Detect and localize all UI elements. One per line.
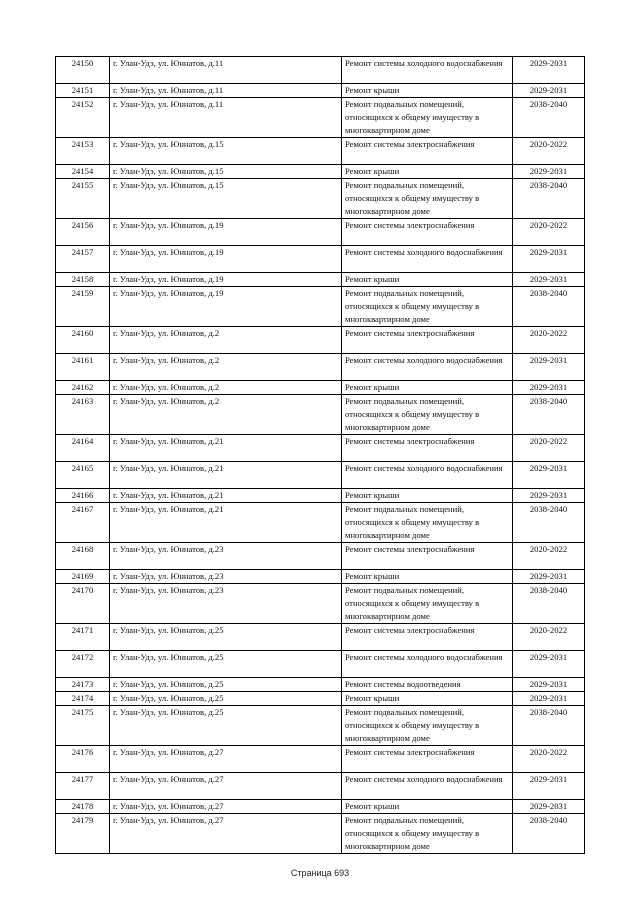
period-cell: 2038-2040 [513, 814, 585, 854]
period-cell: 2038-2040 [513, 503, 585, 543]
table-row [56, 395, 585, 435]
table-row [56, 570, 585, 584]
period-cell: 2029-2031 [513, 489, 585, 503]
address-cell: г. Улан-Удэ, ул. Юннатов, д.25 [110, 624, 342, 651]
table-row [56, 287, 585, 327]
address-cell: г. Улан-Удэ, ул. Юннатов, д.25 [110, 651, 342, 678]
period-cell: 2029-2031 [513, 462, 585, 489]
row-number-cell: 24179 [56, 814, 110, 854]
row-number-cell: 24175 [56, 706, 110, 746]
work-type-cell: Ремонт крыши [342, 489, 513, 503]
address-cell: г. Улан-Удэ, ул. Юннатов, д.25 [110, 692, 342, 706]
work-type-cell: Ремонт системы холодного водоснабжения [342, 246, 513, 273]
work-type-cell: Ремонт системы водоотведения [342, 678, 513, 692]
row-number-cell: 24159 [56, 287, 110, 327]
table-row [56, 435, 585, 462]
address-cell: г. Улан-Удэ, ул. Юннатов, д.27 [110, 814, 342, 854]
address-cell: г. Улан-Удэ, ул. Юннатов, д.11 [110, 98, 342, 138]
address-cell: г. Улан-Удэ, ул. Юннатов, д.11 [110, 84, 342, 98]
period-cell: 2038-2040 [513, 98, 585, 138]
address-cell: г. Улан-Удэ, ул. Юннатов, д.25 [110, 706, 342, 746]
table-row [56, 814, 585, 854]
table-row [56, 219, 585, 246]
row-number-cell: 24156 [56, 219, 110, 246]
address-cell: г. Улан-Удэ, ул. Юннатов, д.21 [110, 435, 342, 462]
address-cell: г. Улан-Удэ, ул. Юннатов, д.23 [110, 570, 342, 584]
row-number-cell: 24177 [56, 773, 110, 800]
period-cell: 2029-2031 [513, 678, 585, 692]
table-row [56, 503, 585, 543]
work-type-cell: Ремонт системы электроснабжения [342, 219, 513, 246]
period-cell: 2029-2031 [513, 570, 585, 584]
address-cell: г. Улан-Удэ, ул. Юннатов, д.2 [110, 354, 342, 381]
address-cell: г. Улан-Удэ, ул. Юннатов, д.19 [110, 246, 342, 273]
row-number-cell: 24161 [56, 354, 110, 381]
period-cell: 2029-2031 [513, 354, 585, 381]
address-cell: г. Улан-Удэ, ул. Юннатов, д.15 [110, 138, 342, 165]
period-cell: 2038-2040 [513, 395, 585, 435]
address-cell: г. Улан-Удэ, ул. Юннатов, д.19 [110, 219, 342, 246]
address-cell: г. Улан-Удэ, ул. Юннатов, д.19 [110, 273, 342, 287]
row-number-cell: 24167 [56, 503, 110, 543]
table-body [56, 57, 585, 854]
work-type-cell: Ремонт подвальных помещений, относящихся к общему имуществу в многоквартирном доме [342, 287, 513, 327]
table-row [56, 179, 585, 219]
work-type-cell: Ремонт системы холодного водоснабжения [342, 651, 513, 678]
period-cell: 2020-2022 [513, 138, 585, 165]
work-type-cell: Ремонт подвальных помещений, относящихся к общему имуществу в многоквартирном доме [342, 503, 513, 543]
row-number-cell: 24164 [56, 435, 110, 462]
table-row [56, 165, 585, 179]
period-cell: 2029-2031 [513, 381, 585, 395]
row-number-cell: 24171 [56, 624, 110, 651]
work-type-cell: Ремонт системы холодного водоснабжения [342, 462, 513, 489]
work-type-cell: Ремонт крыши [342, 570, 513, 584]
period-cell: 2020-2022 [513, 327, 585, 354]
period-cell: 2038-2040 [513, 287, 585, 327]
table-row [56, 98, 585, 138]
row-number-cell: 24153 [56, 138, 110, 165]
work-type-cell: Ремонт крыши [342, 165, 513, 179]
address-cell: г. Улан-Удэ, ул. Юннатов, д.25 [110, 678, 342, 692]
period-cell: 2029-2031 [513, 692, 585, 706]
table-row [56, 327, 585, 354]
row-number-cell: 24168 [56, 543, 110, 570]
address-cell: г. Улан-Удэ, ул. Юннатов, д.27 [110, 773, 342, 800]
period-cell: 2029-2031 [513, 273, 585, 287]
row-number-cell: 24178 [56, 800, 110, 814]
period-cell: 2029-2031 [513, 800, 585, 814]
work-type-cell: Ремонт системы холодного водоснабжения [342, 354, 513, 381]
address-cell: г. Улан-Удэ, ул. Юннатов, д.21 [110, 503, 342, 543]
period-cell: 2020-2022 [513, 543, 585, 570]
table-row [56, 489, 585, 503]
table-row [56, 678, 585, 692]
work-type-cell: Ремонт системы электроснабжения [342, 138, 513, 165]
address-cell: г. Улан-Удэ, ул. Юннатов, д.2 [110, 395, 342, 435]
table-row [56, 651, 585, 678]
work-type-cell: Ремонт подвальных помещений, относящихся к общему имуществу в многоквартирном доме [342, 584, 513, 624]
work-type-cell: Ремонт подвальных помещений, относящихся к общему имуществу в многоквартирном доме [342, 98, 513, 138]
period-cell: 2029-2031 [513, 246, 585, 273]
row-number-cell: 24157 [56, 246, 110, 273]
work-type-cell: Ремонт системы электроснабжения [342, 327, 513, 354]
table-row [56, 138, 585, 165]
address-cell: г. Улан-Удэ, ул. Юннатов, д.27 [110, 800, 342, 814]
period-cell: 2029-2031 [513, 84, 585, 98]
work-type-cell: Ремонт крыши [342, 692, 513, 706]
period-cell: 2029-2031 [513, 651, 585, 678]
row-number-cell: 24176 [56, 746, 110, 773]
table-row [56, 57, 585, 84]
work-type-cell: Ремонт системы холодного водоснабжения [342, 57, 513, 84]
works-table [55, 56, 585, 854]
page-number: Страница 693 [290, 868, 350, 878]
work-type-cell: Ремонт крыши [342, 381, 513, 395]
period-cell: 2020-2022 [513, 219, 585, 246]
work-type-cell: Ремонт подвальных помещений, относящихся к общему имуществу в многоквартирном доме [342, 395, 513, 435]
period-cell: 2020-2022 [513, 435, 585, 462]
period-cell: 2038-2040 [513, 179, 585, 219]
row-number-cell: 24151 [56, 84, 110, 98]
row-number-cell: 24150 [56, 57, 110, 84]
table-row [56, 381, 585, 395]
address-cell: г. Улан-Удэ, ул. Юннатов, д.2 [110, 327, 342, 354]
address-cell: г. Улан-Удэ, ул. Юннатов, д.21 [110, 462, 342, 489]
work-type-cell: Ремонт подвальных помещений, относящихся к общему имуществу в многоквартирном доме [342, 706, 513, 746]
work-type-cell: Ремонт крыши [342, 800, 513, 814]
table-row [56, 746, 585, 773]
table-row [56, 84, 585, 98]
address-cell: г. Улан-Удэ, ул. Юннатов, д.19 [110, 287, 342, 327]
work-type-cell: Ремонт подвальных помещений, относящихся к общему имуществу в многоквартирном доме [342, 179, 513, 219]
address-cell: г. Улан-Удэ, ул. Юннатов, д.2 [110, 381, 342, 395]
row-number-cell: 24155 [56, 179, 110, 219]
row-number-cell: 24174 [56, 692, 110, 706]
table-row [56, 584, 585, 624]
row-number-cell: 24158 [56, 273, 110, 287]
period-cell: 2029-2031 [513, 773, 585, 800]
work-type-cell: Ремонт системы электроснабжения [342, 543, 513, 570]
work-type-cell: Ремонт крыши [342, 273, 513, 287]
address-cell: г. Улан-Удэ, ул. Юннатов, д.15 [110, 165, 342, 179]
table-row [56, 706, 585, 746]
row-number-cell: 24160 [56, 327, 110, 354]
work-type-cell: Ремонт системы холодного водоснабжения [342, 773, 513, 800]
row-number-cell: 24170 [56, 584, 110, 624]
work-type-cell: Ремонт системы электроснабжения [342, 435, 513, 462]
row-number-cell: 24152 [56, 98, 110, 138]
row-number-cell: 24166 [56, 489, 110, 503]
period-cell: 2038-2040 [513, 584, 585, 624]
row-number-cell: 24154 [56, 165, 110, 179]
address-cell: г. Улан-Удэ, ул. Юннатов, д.23 [110, 584, 342, 624]
period-cell: 2020-2022 [513, 624, 585, 651]
row-number-cell: 24172 [56, 651, 110, 678]
period-cell: 2020-2022 [513, 746, 585, 773]
row-number-cell: 24162 [56, 381, 110, 395]
work-type-cell: Ремонт системы электроснабжения [342, 624, 513, 651]
table-row [56, 800, 585, 814]
address-cell: г. Улан-Удэ, ул. Юннатов, д.27 [110, 746, 342, 773]
address-cell: г. Улан-Удэ, ул. Юннатов, д.11 [110, 57, 342, 84]
row-number-cell: 24173 [56, 678, 110, 692]
table-row [56, 692, 585, 706]
table-row [56, 273, 585, 287]
period-cell: 2038-2040 [513, 706, 585, 746]
table-row [56, 773, 585, 800]
address-cell: г. Улан-Удэ, ул. Юннатов, д.21 [110, 489, 342, 503]
address-cell: г. Улан-Удэ, ул. Юннатов, д.15 [110, 179, 342, 219]
period-cell: 2029-2031 [513, 57, 585, 84]
work-type-cell: Ремонт крыши [342, 84, 513, 98]
table-row [56, 354, 585, 381]
work-type-cell: Ремонт подвальных помещений, относящихся к общему имуществу в многоквартирном доме [342, 814, 513, 854]
table-row [56, 543, 585, 570]
table-row [56, 246, 585, 273]
table-row [56, 624, 585, 651]
row-number-cell: 24163 [56, 395, 110, 435]
row-number-cell: 24169 [56, 570, 110, 584]
address-cell: г. Улан-Удэ, ул. Юннатов, д.23 [110, 543, 342, 570]
table-row [56, 462, 585, 489]
period-cell: 2029-2031 [513, 165, 585, 179]
work-type-cell: Ремонт системы электроснабжения [342, 746, 513, 773]
row-number-cell: 24165 [56, 462, 110, 489]
